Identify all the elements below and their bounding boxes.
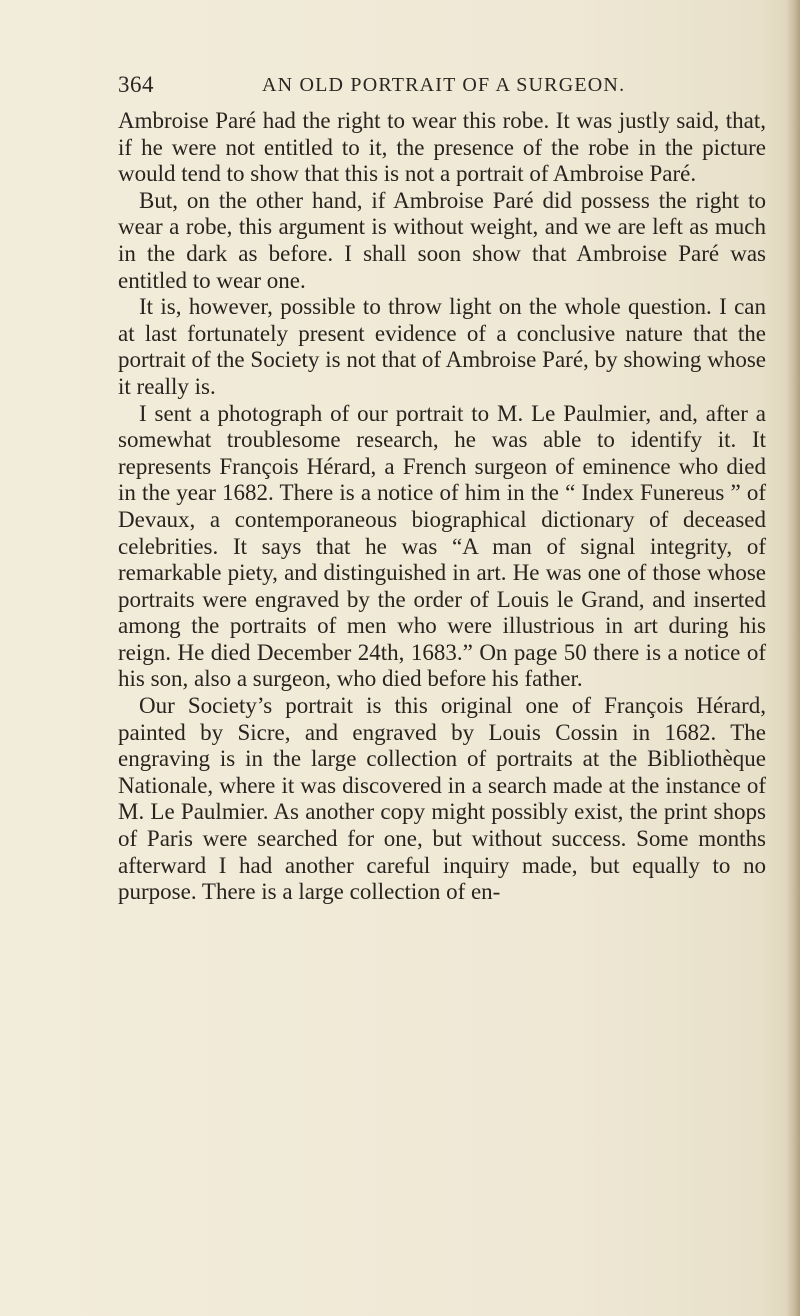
paragraph: I sent a photograph of our portrait to M. Le Paulmier, and, after a somewhat troublesome research, he was able to identify it. It represents François Hérard, a French surgeon of eminence who died in the year 1682. There is a notice of him in the “ Index Funereus ” of Devaux, a contemporaneous biographical dictionary of deceased celebrities. It says that he was “A man of signal integrity, of remarkable piety, and distinguished in art. He was one of those whose portraits were engraved by the order of Louis le Grand, and inserted among the portraits of men who were illustrious in art during his reign. He died December 24th, 1683.” On page 50 there is a notice of his son, also a surgeon, who died before his father. [118,400,766,692]
paragraph: Our Society’s portrait is this original one of François Hérard, painted by Sicre, and engraved by Louis Cossin in 1682. The engraving is in the large collection of portraits at the Bibliothèque Nationale, where it was discovered in a search made at the instance of M. Le Paulmier. As another copy might possibly exist, the print shops of Paris were searched for one, but without success. Some months afterward I had another careful inquiry made, but equally to no purpose. There is a large collection of en- [118,693,766,905]
paragraph: It is, however, possible to throw light on the whole question. I can at last fortunately present evidence of a conclusive nature that the portrait of the Society is not that of Ambroise Paré, by showing whose it really is. [118,294,766,399]
body-text [118,108,766,906]
running-head: AN OLD PORTRAIT OF A SURGEON. [262,74,626,96]
page-number: 364 [118,72,154,97]
paragraph: Ambroise Paré had the right to wear this robe. It was justly said, that, if he were not entitled to it, the presence of the robe in the picture would tend to show that this is not a portrait of Ambroise Paré. [118,108,766,187]
page-header [0,72,800,112]
paragraph: But, on the other hand, if Ambroise Paré did possess the right to wear a robe, this argument is without weight, and we are left as much in the dark as before. I shall soon show that Ambroise Paré was entitled to wear one. [118,187,766,293]
page-edge-shadow [786,0,800,1316]
